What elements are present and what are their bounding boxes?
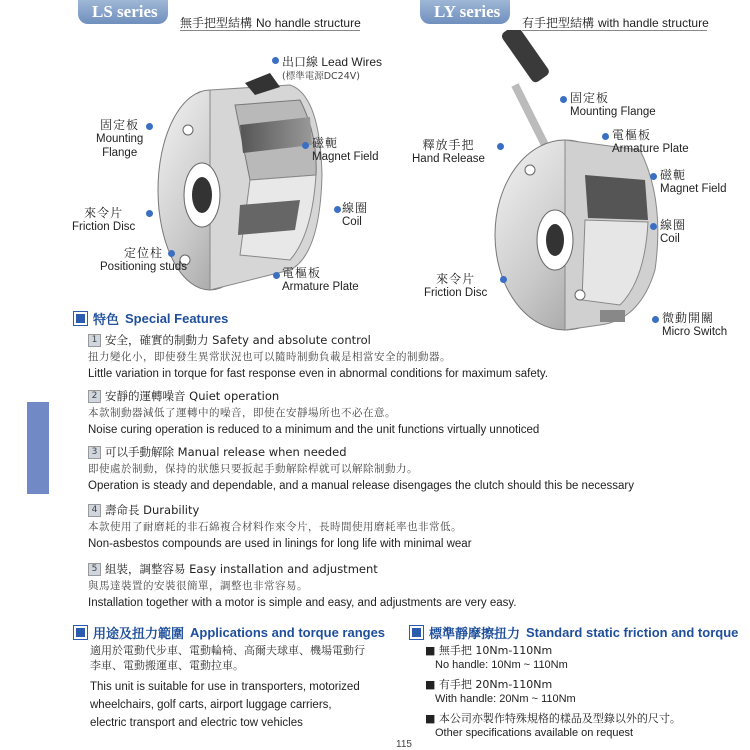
feature-number-badge: 4 — [88, 504, 101, 517]
ly-coil-en: Coil — [660, 233, 680, 245]
ls-lead-wires-note: (標準電源DC24V) — [282, 71, 360, 82]
ly-micro-switch-dot — [652, 316, 659, 323]
ly-friction-disc-dot — [500, 276, 507, 283]
feature-number-badge: 2 — [88, 390, 101, 403]
ly-mounting-flange-dot — [560, 96, 567, 103]
torque-heading-zh: 標準靜摩擦扭力 — [429, 627, 521, 642]
torque-item-zh: 本公司亦製作特殊規格的樣品及型錄以外的尺寸。 — [438, 712, 681, 725]
torque-item: ■ 有手把 20Nm-110Nm With handle: 20Nm ~ 110Nm — [425, 678, 681, 706]
ls-structure-title — [180, 14, 361, 31]
applications-text-en — [90, 678, 360, 732]
applications-heading-en: Applications and torque ranges — [190, 625, 386, 640]
ls-magnet-field-en: Magnet Field — [312, 151, 379, 163]
feature-title: 可以手動解除 Manual release when needed — [105, 445, 347, 459]
feature-item — [88, 502, 472, 553]
torque-item-zh: 無手把 10Nm-110Nm — [438, 644, 553, 657]
ls-coil-en: Coil — [342, 216, 362, 228]
ls-friction-disc-en: Friction Disc — [72, 221, 136, 233]
features-heading — [74, 309, 228, 328]
ls-friction-disc-label — [72, 206, 135, 234]
ls-title-en: No handle structure — [256, 16, 361, 30]
ly-brake-illustration — [470, 30, 670, 340]
ls-friction-disc-dot — [146, 210, 153, 217]
ly-micro-switch-en: Micro Switch — [662, 326, 728, 338]
ls-coil-zh: 線圈 — [342, 201, 369, 215]
ls-coil-label — [342, 201, 368, 229]
feature-number-badge: 1 — [88, 334, 101, 347]
ls-mounting-flange-label — [96, 118, 143, 160]
ly-mounting-flange-label — [570, 91, 656, 119]
ly-hand-release-dot — [497, 143, 504, 150]
ly-micro-switch-label — [662, 311, 727, 339]
ls-armature-plate-dot — [273, 272, 280, 279]
ly-micro-switch-zh: 微動開關 — [662, 311, 715, 325]
torque-list — [425, 644, 681, 740]
ls-mounting-flange-en1: Mounting — [96, 133, 144, 145]
feature-title: 組裝，調整容易 Easy installation and adjustment — [105, 562, 378, 576]
torque-item-zh: 有手把 20Nm-110Nm — [438, 678, 553, 691]
applications-zh-line: 李車、電動搬運車、電動拉車。 — [90, 659, 244, 672]
ly-armature-plate-label — [612, 128, 689, 156]
ly-title-zh: 有手把型結構 — [522, 16, 595, 30]
ly-friction-disc-zh: 來令片 — [436, 272, 476, 286]
feature-title: 壽命長 Durability — [105, 503, 200, 517]
feature-text-zh: 扭力變化小，即使發生異常狀況也可以隨時制動負載是相當安全的制動器。 — [88, 351, 451, 363]
feature-text-zh: 即使處於制動，保持的狀態只要扳起手動解除桿就可以解除制動力。 — [88, 463, 418, 475]
ls-magnet-field-zh: 磁軛 — [312, 136, 339, 150]
ls-positioning-studs-zh: 定位柱 — [123, 246, 163, 260]
ly-hand-release-label — [412, 138, 485, 166]
applications-en-line: This unit is suitable for use in transporters, motorized — [90, 681, 360, 693]
feature-item — [88, 561, 516, 612]
ls-positioning-studs-dot — [168, 250, 175, 257]
ls-mounting-flange-en2: Flange — [102, 147, 138, 159]
ly-magnet-field-dot — [650, 173, 657, 180]
ly-title-en: with handle structure — [598, 16, 709, 30]
features-heading-en: Special Features — [125, 311, 229, 326]
page-number: 115 — [396, 739, 412, 750]
ls-armature-plate-en: Armature Plate — [282, 281, 359, 293]
ls-mounting-flange-dot — [146, 123, 153, 130]
feature-text-en: Installation together with a motor is simple and easy, and adjustments are very easy. — [88, 597, 517, 609]
torque-item-en: Other specifications available on request — [435, 727, 634, 739]
ly-armature-plate-zh: 電樞板 — [612, 128, 652, 142]
torque-item-en: No handle: 10Nm ~ 110Nm — [435, 659, 568, 671]
heading-square-icon — [74, 626, 87, 639]
ls-armature-plate-zh: 電樞板 — [282, 266, 322, 280]
feature-number-badge: 3 — [88, 446, 101, 459]
ly-armature-plate-en: Armature Plate — [612, 143, 689, 155]
ly-mounting-flange-en: Mounting Flange — [570, 106, 656, 118]
torque-item-en: With handle: 20Nm ~ 110Nm — [435, 693, 576, 705]
ls-title-zh: 無手把型結構 — [180, 16, 253, 30]
ls-magnet-field-dot — [302, 142, 309, 149]
feature-number-badge: 5 — [88, 563, 101, 576]
ly-magnet-field-zh: 磁軛 — [660, 168, 687, 182]
ls-series-tab: LS series — [78, 0, 168, 24]
ly-mounting-flange-zh: 固定板 — [570, 91, 610, 105]
feature-text-en: Little variation in torque for fast response even in abnormal conditions for maximum safety. — [88, 368, 549, 380]
torque-item: ■ 本公司亦製作特殊規格的樣品及型錄以外的尺寸。 Other specifications available on request — [425, 712, 681, 739]
feature-text-en: Noise curing operation is reduced to a minimum and the unit functions virtually unnoticed — [88, 424, 540, 436]
feature-item — [88, 332, 548, 383]
feature-item — [88, 444, 634, 495]
ly-coil-label — [660, 218, 686, 246]
heading-square-icon — [410, 626, 423, 639]
ly-structure-title — [522, 14, 709, 31]
ly-coil-dot — [650, 223, 657, 230]
ly-coil-zh: 線圈 — [660, 218, 687, 232]
torque-heading — [410, 623, 738, 642]
ly-hand-release-en: Hand Release — [412, 153, 485, 165]
ls-positioning-studs-en: Positioning studs — [100, 261, 187, 273]
ly-friction-disc-label — [424, 272, 487, 300]
ly-friction-disc-en: Friction Disc — [424, 287, 488, 299]
heading-square-icon — [74, 312, 87, 325]
ls-title-underline — [180, 30, 360, 31]
torque-heading-en: Standard static friction and torque — [526, 625, 739, 640]
ls-lead-wires-en: Lead Wires — [321, 55, 383, 69]
ls-friction-disc-zh: 來令片 — [84, 206, 124, 220]
ls-armature-plate-label — [282, 266, 359, 294]
ly-magnet-field-label — [660, 168, 726, 196]
ls-lead-wires-zh: 出口線 — [282, 55, 319, 69]
applications-en-line: electric transport and electric tow vehicles — [90, 717, 303, 729]
ly-armature-plate-dot — [602, 133, 609, 140]
applications-text-zh — [90, 643, 365, 673]
ly-series-tab: LY series — [420, 0, 510, 24]
ly-magnet-field-en: Magnet Field — [660, 183, 727, 195]
feature-text-en: Non-asbestos compounds are used in linings for long life with minimal wear — [88, 538, 472, 550]
applications-heading-zh: 用途及扭力範圍 — [93, 627, 185, 642]
feature-item — [88, 388, 539, 439]
ly-hand-release-zh: 釋放手把 — [422, 138, 475, 152]
ls-lead-wires-dot — [272, 57, 279, 64]
torque-item: ■ 無手把 10Nm-110Nm No handle: 10Nm ~ 110Nm — [425, 644, 681, 672]
feature-text-zh: 本款使用了耐磨耗的非石綿複合材料作來令片，長時間使用磨耗率也非常低。 — [88, 521, 462, 533]
side-tab-bar — [27, 402, 49, 494]
applications-zh-line: 適用於電動代步車、電動輪椅、高爾夫球車、機場電動行 — [90, 644, 365, 657]
applications-heading — [74, 623, 385, 642]
ls-magnet-field-label — [312, 136, 378, 164]
feature-title: 安全，確實的制動力 Safety and absolute control — [105, 333, 371, 347]
applications-en-line: wheelchairs, golf carts, airport luggage carriers, — [90, 699, 332, 711]
feature-text-en: Operation is steady and dependable, and a manual release disengages the clutch should this be necessary — [88, 480, 634, 492]
feature-title: 安靜的運轉噪音 Quiet operation — [105, 389, 280, 403]
feature-text-zh: 與馬達裝置的安裝很簡單，調整也非常容易。 — [88, 580, 308, 592]
features-heading-zh: 特色 — [93, 313, 120, 328]
ls-coil-dot — [334, 206, 341, 213]
feature-text-zh: 本款制動器減低了運轉中的噪音，即使在安靜場所也不必在意。 — [88, 407, 396, 419]
ls-mounting-flange-zh: 固定板 — [100, 118, 140, 132]
